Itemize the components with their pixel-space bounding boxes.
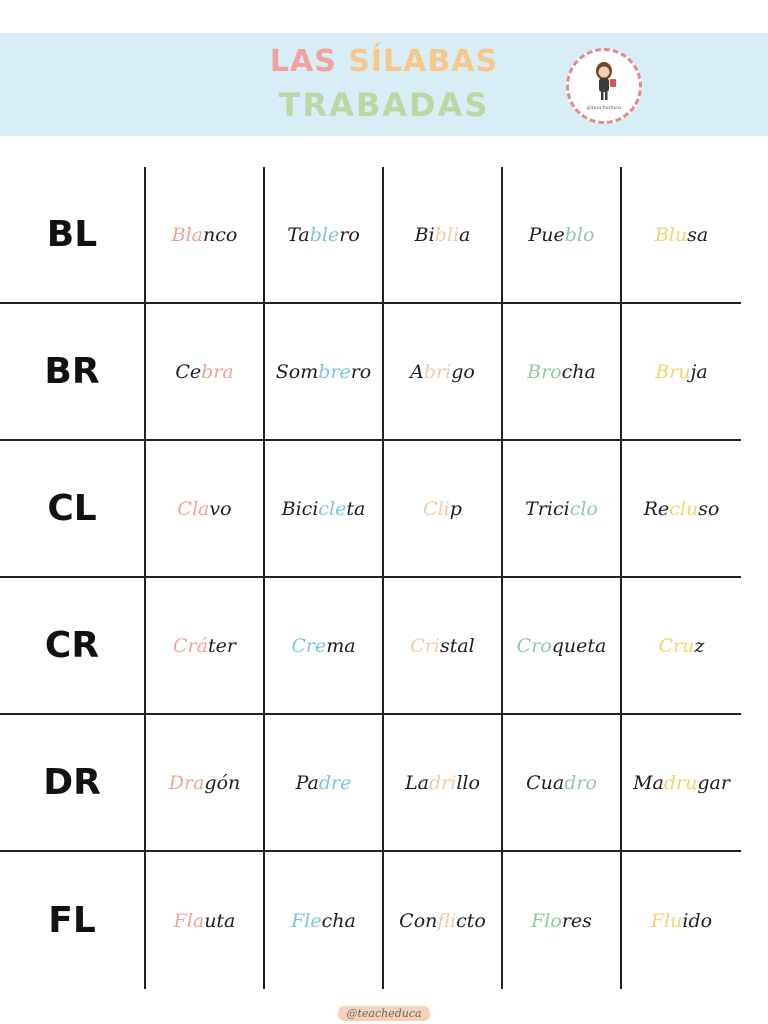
avatar xyxy=(575,57,633,115)
highlighted-syllable: Cre xyxy=(291,634,327,657)
word-part: Con xyxy=(399,909,438,932)
word-part: cha xyxy=(561,360,596,383)
badge-label: @teacheduca xyxy=(586,105,622,111)
word-cell xyxy=(146,167,265,304)
word-cell xyxy=(622,852,741,989)
highlighted-syllable: Bla xyxy=(171,223,204,246)
word-part: Som xyxy=(275,360,319,383)
word-cell xyxy=(265,304,384,441)
word-part: ja xyxy=(690,360,708,383)
word-cell xyxy=(622,304,741,441)
word-cell xyxy=(146,441,265,578)
word-cell xyxy=(622,578,741,715)
word-part: go xyxy=(451,360,475,383)
highlighted-syllable: blo xyxy=(564,223,595,246)
word-part: cto xyxy=(456,909,486,932)
word-part: sa xyxy=(687,223,709,246)
word-cell xyxy=(265,852,384,989)
word-part: Re xyxy=(643,497,670,520)
highlighted-syllable: Cri xyxy=(410,634,440,657)
word-part: ter xyxy=(207,634,236,657)
word-part: ta xyxy=(346,497,366,520)
word-cell xyxy=(503,304,622,441)
highlighted-syllable: Flo xyxy=(531,909,562,932)
word-cell xyxy=(384,715,503,852)
highlighted-syllable: clu xyxy=(669,497,699,520)
highlighted-syllable: dre xyxy=(318,771,352,794)
word-part: so xyxy=(698,497,720,520)
word-part: uta xyxy=(204,909,236,932)
highlighted-syllable: Cro xyxy=(516,634,552,657)
word-cell xyxy=(384,304,503,441)
highlighted-syllable: Fle xyxy=(291,909,322,932)
word-part: Ta xyxy=(287,223,310,246)
highlighted-syllable: bra xyxy=(201,360,234,383)
word-part: La xyxy=(405,771,430,794)
word-part: ro xyxy=(350,360,372,383)
highlighted-syllable: Cla xyxy=(177,497,210,520)
word-part: gar xyxy=(697,771,730,794)
word-cell xyxy=(622,167,741,304)
syllable-label: BL xyxy=(0,167,146,304)
syllable-label: BR xyxy=(0,304,146,441)
word-cell xyxy=(503,578,622,715)
word-part: gón xyxy=(204,771,241,794)
highlighted-syllable: clo xyxy=(569,497,598,520)
highlighted-syllable: fli xyxy=(437,909,457,932)
highlighted-syllable: Flu xyxy=(650,909,683,932)
word-part: Ce xyxy=(175,360,202,383)
syllable-table xyxy=(0,167,741,989)
highlighted-syllable: dro xyxy=(564,771,597,794)
word-cell xyxy=(384,578,503,715)
word-cell xyxy=(265,441,384,578)
word-part: cha xyxy=(321,909,356,932)
word-part: Pue xyxy=(528,223,565,246)
highlighted-syllable: Cli xyxy=(423,497,450,520)
word-part: Bi xyxy=(414,223,435,246)
highlighted-syllable: bli xyxy=(434,223,460,246)
highlighted-syllable: Dra xyxy=(168,771,205,794)
footer xyxy=(0,1002,768,1021)
word-part: Ma xyxy=(633,771,664,794)
word-cell xyxy=(146,715,265,852)
word-cell xyxy=(503,167,622,304)
word-part: Cua xyxy=(526,771,565,794)
footer-handle: @teacheduca xyxy=(338,1006,429,1021)
word-cell xyxy=(622,441,741,578)
word-cell xyxy=(265,578,384,715)
highlighted-syllable: cle xyxy=(318,497,347,520)
word-cell xyxy=(622,715,741,852)
word-part: res xyxy=(561,909,592,932)
highlighted-syllable: Cru xyxy=(658,634,695,657)
word-part: a xyxy=(459,223,471,246)
syllable-label: FL xyxy=(0,852,146,989)
word-part: ma xyxy=(326,634,356,657)
word-part: A xyxy=(410,360,424,383)
word-part: queta xyxy=(551,634,607,657)
word-cell xyxy=(265,715,384,852)
word-part: nco xyxy=(203,223,238,246)
highlighted-syllable: ble xyxy=(309,223,340,246)
word-cell xyxy=(503,852,622,989)
highlighted-syllable: dru xyxy=(663,771,698,794)
word-part: Pa xyxy=(295,771,319,794)
word-part: stal xyxy=(439,634,475,657)
highlighted-syllable: Fla xyxy=(173,909,205,932)
word-cell xyxy=(146,852,265,989)
title-line-2: TRABADAS xyxy=(278,86,490,124)
word-cell xyxy=(265,167,384,304)
syllable-label: DR xyxy=(0,715,146,852)
word-part: z xyxy=(694,634,705,657)
word-part: llo xyxy=(456,771,480,794)
word-part: Bici xyxy=(281,497,319,520)
logo-badge xyxy=(566,48,642,124)
highlighted-syllable: dri xyxy=(429,771,457,794)
word-part: p xyxy=(449,497,462,520)
highlighted-syllable: Bru xyxy=(655,360,691,383)
word-cell xyxy=(503,715,622,852)
highlighted-syllable: Crá xyxy=(173,634,208,657)
syllable-label: CR xyxy=(0,578,146,715)
highlighted-syllable: Bro xyxy=(527,360,562,383)
word-cell xyxy=(384,441,503,578)
word-cell xyxy=(503,441,622,578)
word-part: ido xyxy=(682,909,713,932)
highlighted-syllable: bre xyxy=(318,360,351,383)
word-cell xyxy=(146,578,265,715)
word-part: vo xyxy=(209,497,232,520)
highlighted-syllable: Blu xyxy=(654,223,688,246)
word-cell xyxy=(384,167,503,304)
word-part: Trici xyxy=(525,497,570,520)
title-line-1 xyxy=(0,44,768,79)
syllable-label: CL xyxy=(0,441,146,578)
title-part: SÍLABAS xyxy=(348,44,499,79)
highlighted-syllable: bri xyxy=(423,360,452,383)
title-part: LAS xyxy=(269,44,349,79)
word-cell xyxy=(146,304,265,441)
word-cell xyxy=(384,852,503,989)
word-part: ro xyxy=(339,223,360,246)
